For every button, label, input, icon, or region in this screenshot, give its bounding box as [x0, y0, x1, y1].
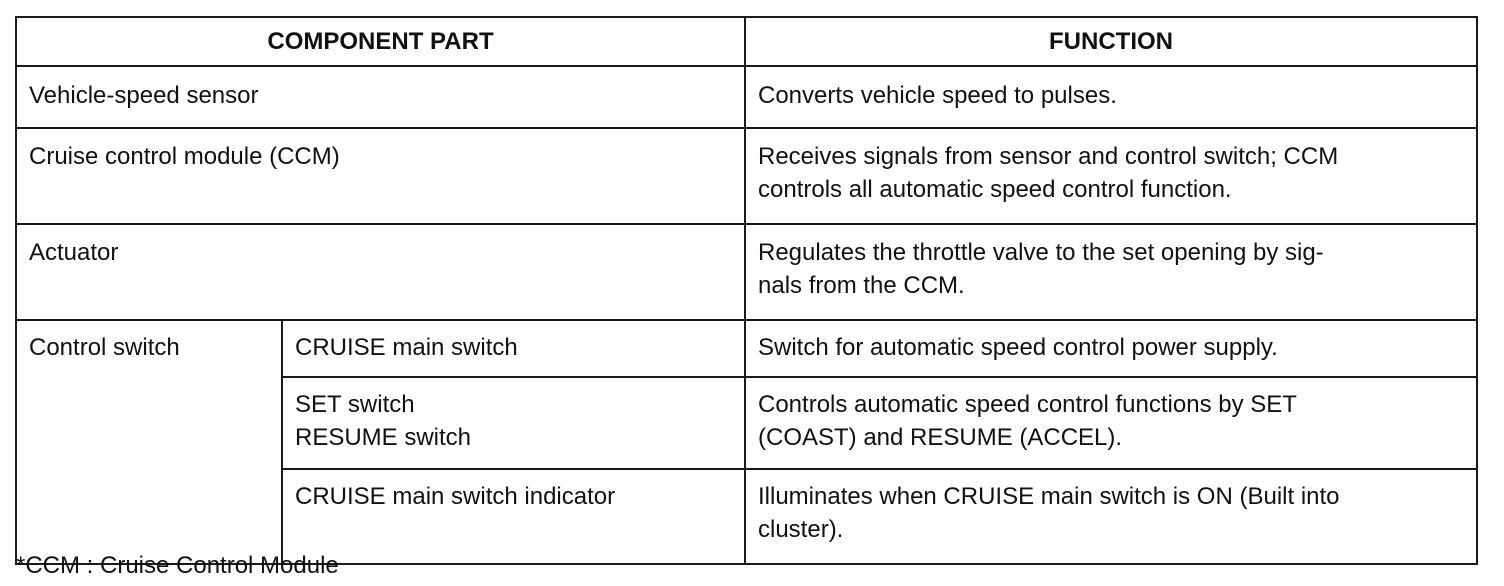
- component-part-header: COMPONENT PART: [16, 17, 745, 66]
- function-text: (COAST) and RESUME (ACCEL).: [758, 424, 1123, 451]
- component-cell: [16, 224, 745, 320]
- function-cell: [745, 128, 1477, 224]
- function-cell: [745, 66, 1477, 128]
- subpart-text: CRUISE main switch indicator: [295, 483, 616, 510]
- function-text: Converts vehicle speed to pulses.: [758, 82, 1117, 109]
- subpart-cell: [282, 377, 745, 469]
- function-text: cluster).: [758, 516, 844, 543]
- component-text: Cruise control module (CCM): [29, 143, 340, 170]
- function-text: Switch for automatic speed control power supply.: [758, 334, 1278, 361]
- table-row: [16, 128, 1477, 224]
- subpart-cell: [282, 320, 745, 377]
- table-row: [16, 320, 1477, 377]
- subpart-text: RESUME switch: [295, 424, 472, 451]
- control-switch-cell: [16, 320, 282, 564]
- footnote: *CCM : Cruise Control Module: [16, 552, 339, 579]
- function-cell: [745, 320, 1477, 377]
- subpart-cell: [282, 469, 745, 564]
- function-text: nals from the CCM.: [758, 272, 965, 299]
- function-text: Controls automatic speed control functions by SET: [758, 391, 1297, 418]
- function-text: Illuminates when CRUISE main switch is ON (Built into: [758, 483, 1340, 510]
- function-header: FUNCTION: [745, 17, 1477, 66]
- function-text: controls all automatic speed control function.: [758, 176, 1232, 203]
- function-cell: [745, 469, 1477, 564]
- subpart-text: CRUISE main switch: [295, 334, 518, 361]
- subpart-text: SET switch: [295, 391, 415, 418]
- header-row: [16, 17, 1477, 66]
- table-row: [16, 224, 1477, 320]
- component-cell: [16, 66, 745, 128]
- component-cell: [16, 128, 745, 224]
- control-switch-label: Control switch: [29, 334, 180, 361]
- function-text: Regulates the throttle valve to the set opening by sig-: [758, 239, 1324, 266]
- function-text: Receives signals from sensor and control switch; CCM: [758, 143, 1339, 170]
- component-text: Vehicle-speed sensor: [29, 82, 259, 109]
- function-cell: [745, 224, 1477, 320]
- function-cell: [745, 377, 1477, 469]
- component-text: Actuator: [29, 239, 119, 266]
- component-function-table: [15, 16, 1478, 565]
- table-row: [16, 66, 1477, 128]
